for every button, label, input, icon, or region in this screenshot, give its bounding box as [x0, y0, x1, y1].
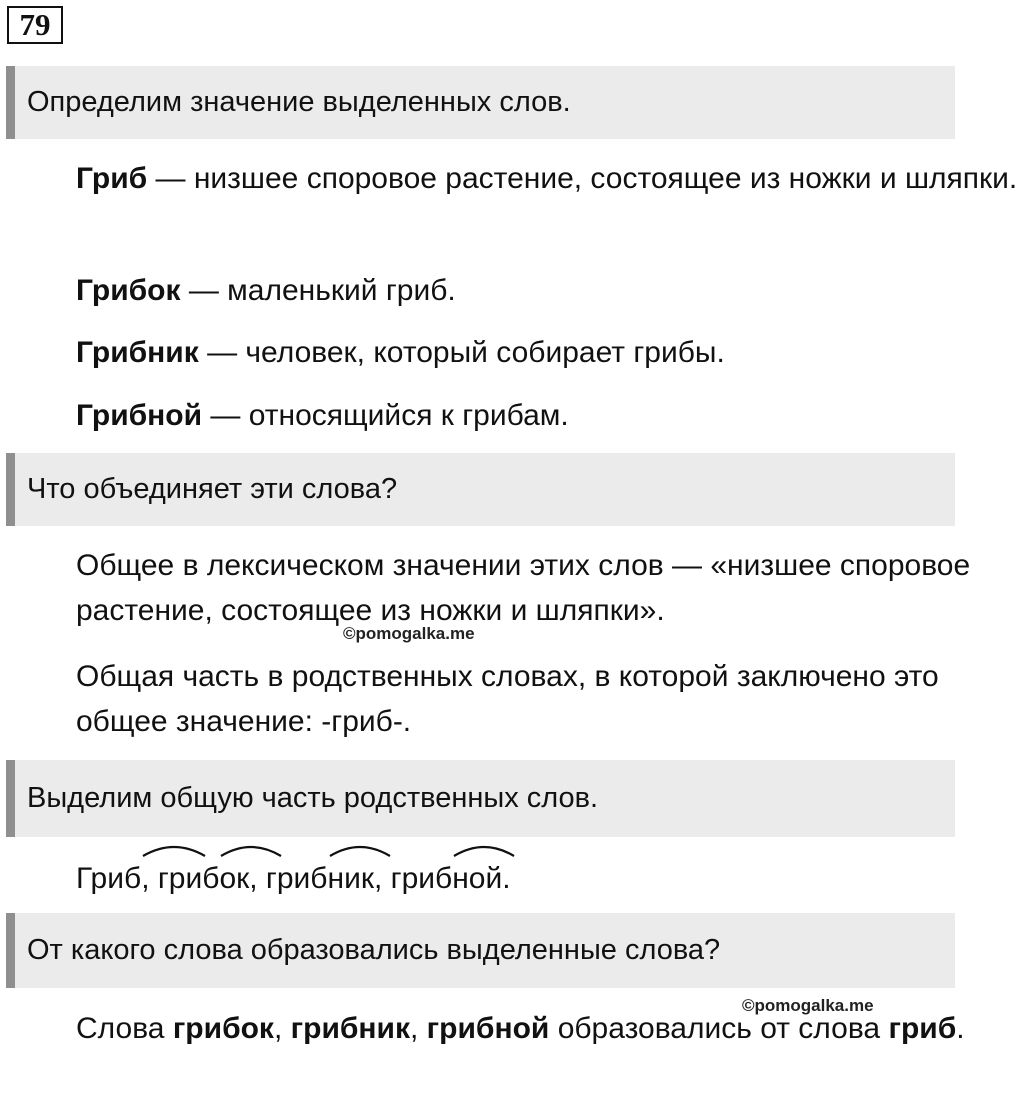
definition-grib [6, 156, 1021, 201]
definition-gribnoy [6, 393, 1021, 438]
root-marked: гриб [265, 862, 328, 895]
watermark: ©pomogalka.me [343, 624, 475, 643]
term-gribnik: Грибник [76, 336, 199, 369]
term-gribok: Грибок [76, 274, 181, 307]
section-heading-common: Что объединяет эти слова? [6, 453, 955, 526]
definition-gribnik [6, 330, 1021, 375]
definition-gribnik-text: — человек, который собирает грибы. [198, 336, 725, 369]
section-heading-derivation: От какого слова образовались выделенные слова? [6, 913, 955, 988]
answer-common-meaning: Общее в лексическом значении этих слов — «низшее споровое растение, состоящее из ножки и шляпки». [76, 549, 971, 627]
root-arc-icon [328, 842, 392, 858]
root-word-1 [76, 856, 141, 901]
word-ending: ок, [219, 862, 266, 895]
definition-gribok [6, 268, 1021, 313]
word-ending: , [141, 862, 158, 895]
separator: , [410, 1012, 427, 1045]
answer-derivation [6, 1006, 1021, 1051]
root-arc-icon [452, 842, 516, 858]
term-gribnoy: Грибной [76, 399, 203, 432]
definition-gribnoy-text: — относящийся к грибам. [202, 399, 569, 432]
task-number: 79 [7, 6, 63, 44]
word-ending: ник, [327, 862, 391, 895]
definition-grib-text: — низшее споровое растение, состоящее из ножки и шляпки. [147, 162, 1018, 195]
root-marked: гриб [390, 862, 453, 895]
root-word-3 [266, 856, 328, 901]
answer-text: Слова [76, 1012, 173, 1045]
root-word-2 [158, 856, 220, 901]
root-words-line [6, 856, 1021, 901]
separator: , [273, 1012, 291, 1045]
section-heading-meaning: Определим значение выделенных слов. [6, 66, 955, 139]
root-marked: гриб [157, 862, 220, 895]
term-grib: Гриб [76, 162, 148, 195]
term-gribnik: грибник [290, 1012, 410, 1045]
root-word-4 [391, 856, 453, 901]
word-ending: ной. [452, 862, 511, 895]
term-gribok: грибок [172, 1012, 274, 1045]
answer-text: . [956, 1012, 965, 1045]
term-grib: гриб [888, 1012, 957, 1045]
answer-common-part: Общая часть в родственных словах, в которой заключено это общее значение: -гриб-. [76, 660, 939, 738]
term-gribnoy: грибной [426, 1012, 550, 1045]
definition-gribok-text: — маленький гриб. [180, 274, 456, 307]
section-heading-root: Выделим общую часть родственных слов. [6, 760, 955, 837]
watermark: ©pomogalka.me [742, 996, 874, 1015]
root-marked: Гриб [76, 862, 142, 895]
answer-text: образовались от слова [549, 1012, 889, 1045]
